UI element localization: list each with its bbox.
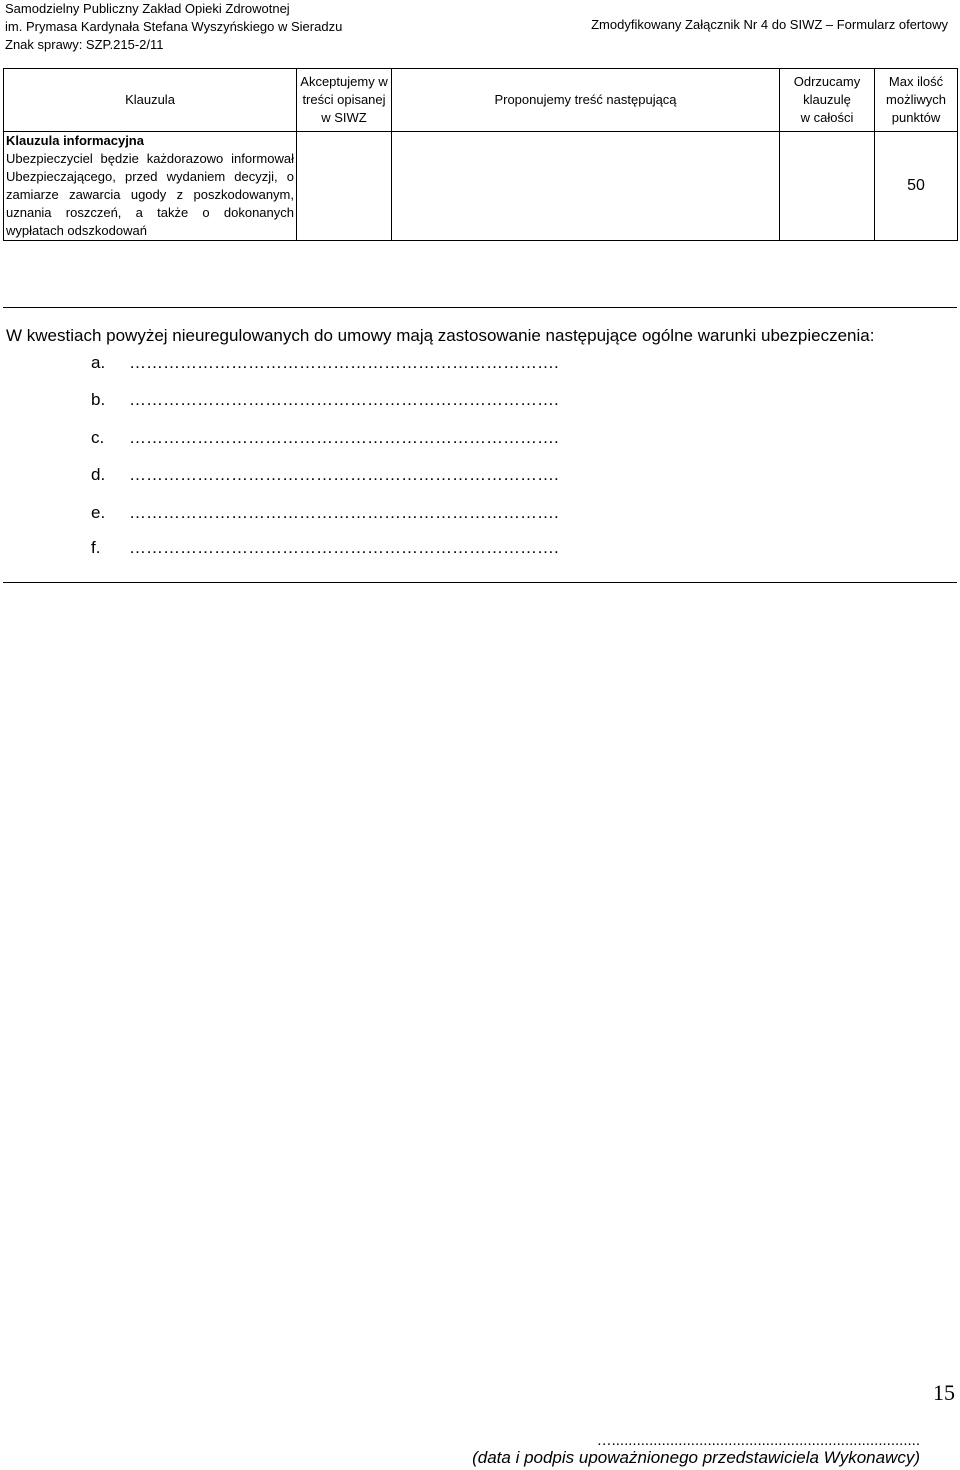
table-header-row (4, 69, 958, 132)
clause-title: Klauzula informacyjna (6, 133, 144, 148)
list-item-label: d. (91, 465, 106, 484)
signature-caption: (data i podpis upoważnionego przedstawiciela Wykonawcy) (472, 1448, 920, 1467)
signature-line: ….......................................................................... (596, 1432, 920, 1449)
general-conditions-intro: W kwestiach powyżej nieuregulowanych do umowy mają zastosowanie następujące ogólne warunki ubezpieczenia: (6, 326, 875, 345)
page-number: 15 (933, 1380, 955, 1405)
list-item-value[interactable]: …………………………………………………………………. (129, 353, 559, 372)
header-accept: Akceptujemy w treści opisanej w SIWZ (297, 69, 392, 132)
points-cell: 50 (875, 132, 958, 241)
propose-cell[interactable] (392, 132, 780, 241)
clause-text: Ubezpieczyciel będzie każdorazowo informował Ubezpieczającego, przed wydaniem decyzji, o zamiarze zawarcia ugody z poszkodowanym, uznania roszczeń, a także o dokonanych wypłatach odszkodowań (6, 151, 294, 238)
accept-cell[interactable] (297, 132, 392, 241)
institution-header (5, 0, 342, 54)
clause-cell (4, 132, 297, 241)
list-item-label: b. (91, 390, 106, 409)
header-clause: Klauzula (4, 69, 297, 132)
institution-name-line-1: Samodzielny Publiczny Zakład Opieki Zdrowotnej (5, 1, 290, 16)
list-item[interactable] (91, 352, 559, 374)
list-item-value[interactable]: …………………………………………………………………. (129, 390, 559, 409)
list-item-value[interactable]: …………………………………………………………………. (129, 465, 559, 484)
case-number: Znak sprawy: SZP.215-2/11 (5, 37, 164, 52)
header-propose: Proponujemy treść następującą (392, 69, 780, 132)
list-item-label: c. (91, 428, 105, 447)
list-item[interactable] (91, 502, 559, 524)
attachment-title: Zmodyfikowany Załącznik Nr 4 do SIWZ – Formularz ofertowy (591, 17, 948, 32)
list-item-label: e. (91, 503, 106, 522)
clauses-table (3, 68, 958, 241)
list-item[interactable] (91, 389, 559, 411)
institution-name-line-2: im. Prymasa Kardynała Stefana Wyszyńskiego w Sieradzu (5, 19, 343, 34)
divider-top (3, 307, 957, 308)
list-item-label: a. (91, 353, 106, 372)
list-item-label: f. (91, 538, 101, 557)
table-row (4, 132, 958, 241)
list-item[interactable] (91, 537, 559, 559)
list-item[interactable] (91, 427, 559, 449)
divider-bottom (3, 582, 957, 583)
list-item[interactable] (91, 464, 559, 486)
list-item-value[interactable]: …………………………………………………………………. (129, 538, 559, 557)
header-points: Max ilość możliwych punktów (875, 69, 958, 132)
reject-cell[interactable] (780, 132, 875, 241)
list-item-value[interactable]: …………………………………………………………………. (129, 428, 559, 447)
header-reject: Odrzucamy klauzulę w całości (780, 69, 875, 132)
list-item-value[interactable]: …………………………………………………………………. (129, 503, 559, 522)
